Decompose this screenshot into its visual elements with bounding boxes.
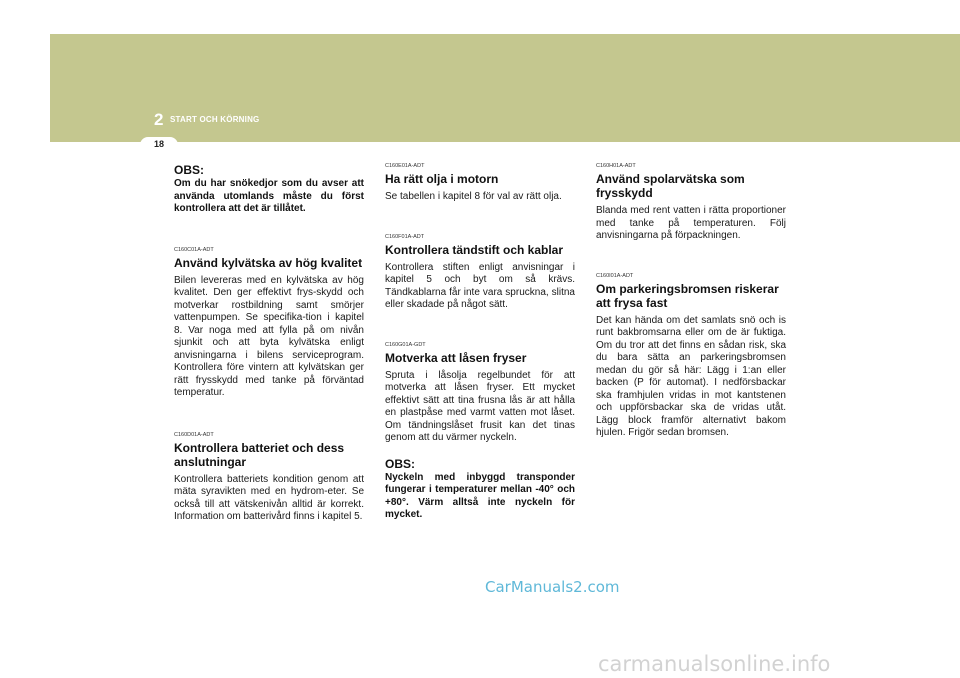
section-text: Blanda med rent vatten i rätta proportioner med tanke på temperaturen. Följ anvisningarna på förpackningen. [596,205,786,241]
column-1 [174,163,364,524]
section-coolant [174,247,364,400]
obs-text: Nyckeln med inbyggd transponder fungerar i temperaturer mellan -40° och +80°. Värm alltså inte nyckeln för mycket. [385,471,575,520]
section-engine-oil [385,163,575,204]
chapter-number: 2 [154,110,164,129]
column-3 [596,163,786,440]
obs-transponder-key [385,457,575,522]
watermark-carmanuals2[interactable]: CarManuals2.com [485,578,620,596]
section-battery [174,432,364,524]
section-text: Bilen levereras med en kylvätska av hög kvalitet. Den ger effektivt frys-skydd och motverkar rostbildning samt smörjer vattenpumpen. Se specifika-tion i kapitel 8. Var noga med att fylla på om nivån sjunkit och att byta kylvätska enligt anvisningarna i bilens serviceprogram. Kontrollera före vintern att kylvätskan ger rätt frysskydd med tanke på förväntad temperatur. [174,274,364,398]
header-band [50,34,960,142]
section-frozen-locks [385,342,575,445]
column-2 [385,163,575,522]
watermark-carmanualsonline: carmanualsonline.info [598,652,831,676]
obs-snow-chains [174,163,364,216]
section-code: C160H01A-ADT [596,163,636,169]
page-number: 18 [153,139,164,149]
section-heading: Använd spolarvätska som frysskydd [596,172,745,200]
section-washer-fluid [596,163,786,243]
section-heading: Använd kylvätska av hög kvalitet [174,255,363,270]
section-code: C160F01A-ADT [385,233,425,240]
section-text: Kontrollera batteriets kondition genom att mäta syravikten med en hydrom-eter. Se också till att vätskenivån alltid är korrekt. Information om batterivård finns i kapitel 5. [174,473,364,522]
section-heading: Kontrollera batteriet och dess anslutningar [174,440,345,469]
section-heading: Om parkeringsbromsen riskerar att frysa fast [596,281,779,310]
section-heading: Motverka att låsen fryser [385,350,527,365]
obs-text: Om du har snökedjor som du avser att använda utomlands måste du först kontrollera att det är tillåtet. [174,178,364,214]
obs-title: OBS: [385,456,415,471]
section-code: C160I01A-ADT [596,272,634,279]
section-spark-plugs [385,234,575,312]
section-code: C160G01A-GDT [385,341,426,348]
section-text: Kontrollera stiften enligt anvisningar i kapitel 5 och byt om så krävs. Tändkablarna får inte vara spruckna, slitna eller skadade på något sätt. [385,261,575,310]
section-heading: Kontrollera tändstift och kablar [385,242,564,257]
section-heading: Ha rätt olja i motorn [385,172,499,186]
section-code: C160E01A-ADT [385,163,425,169]
section-code: C160D01A-ADT [174,431,214,438]
section-code: C160C01A-ADT [174,246,214,253]
section-text: Se tabellen i kapitel 8 för val av rätt olja. [385,191,562,202]
obs-title: OBS: [174,163,204,177]
section-text: Det kan hända om det samlats snö och is runt bakbromsarna eller om de är fuktiga. Om du tror att det finns en sådan risk, ska du bara sätta an parkeringsbromsen medan du gör så här: Lägg i 1:an eller backen (P för automat). I nedförsbackar ska framhjulen vridas in mot kantstenen och uppförsbackar ska de vridas utåt. Lägg block framför alternativt bakom hjulen. Frigör sedan bromsen. [596,314,786,438]
chapter-title: START OCH KÖRNING [170,115,260,124]
section-parking-brake [596,273,786,440]
section-text: Spruta i låsolja regelbundet för att motverka att låsen fryser. Ett mycket effektivt sätt att tina frusna lås är att hålla en plastpåse med varmt vatten mot låset. Om tändningslåset frusit kan det tinas genom att du värmer nyckeln. [385,369,575,443]
